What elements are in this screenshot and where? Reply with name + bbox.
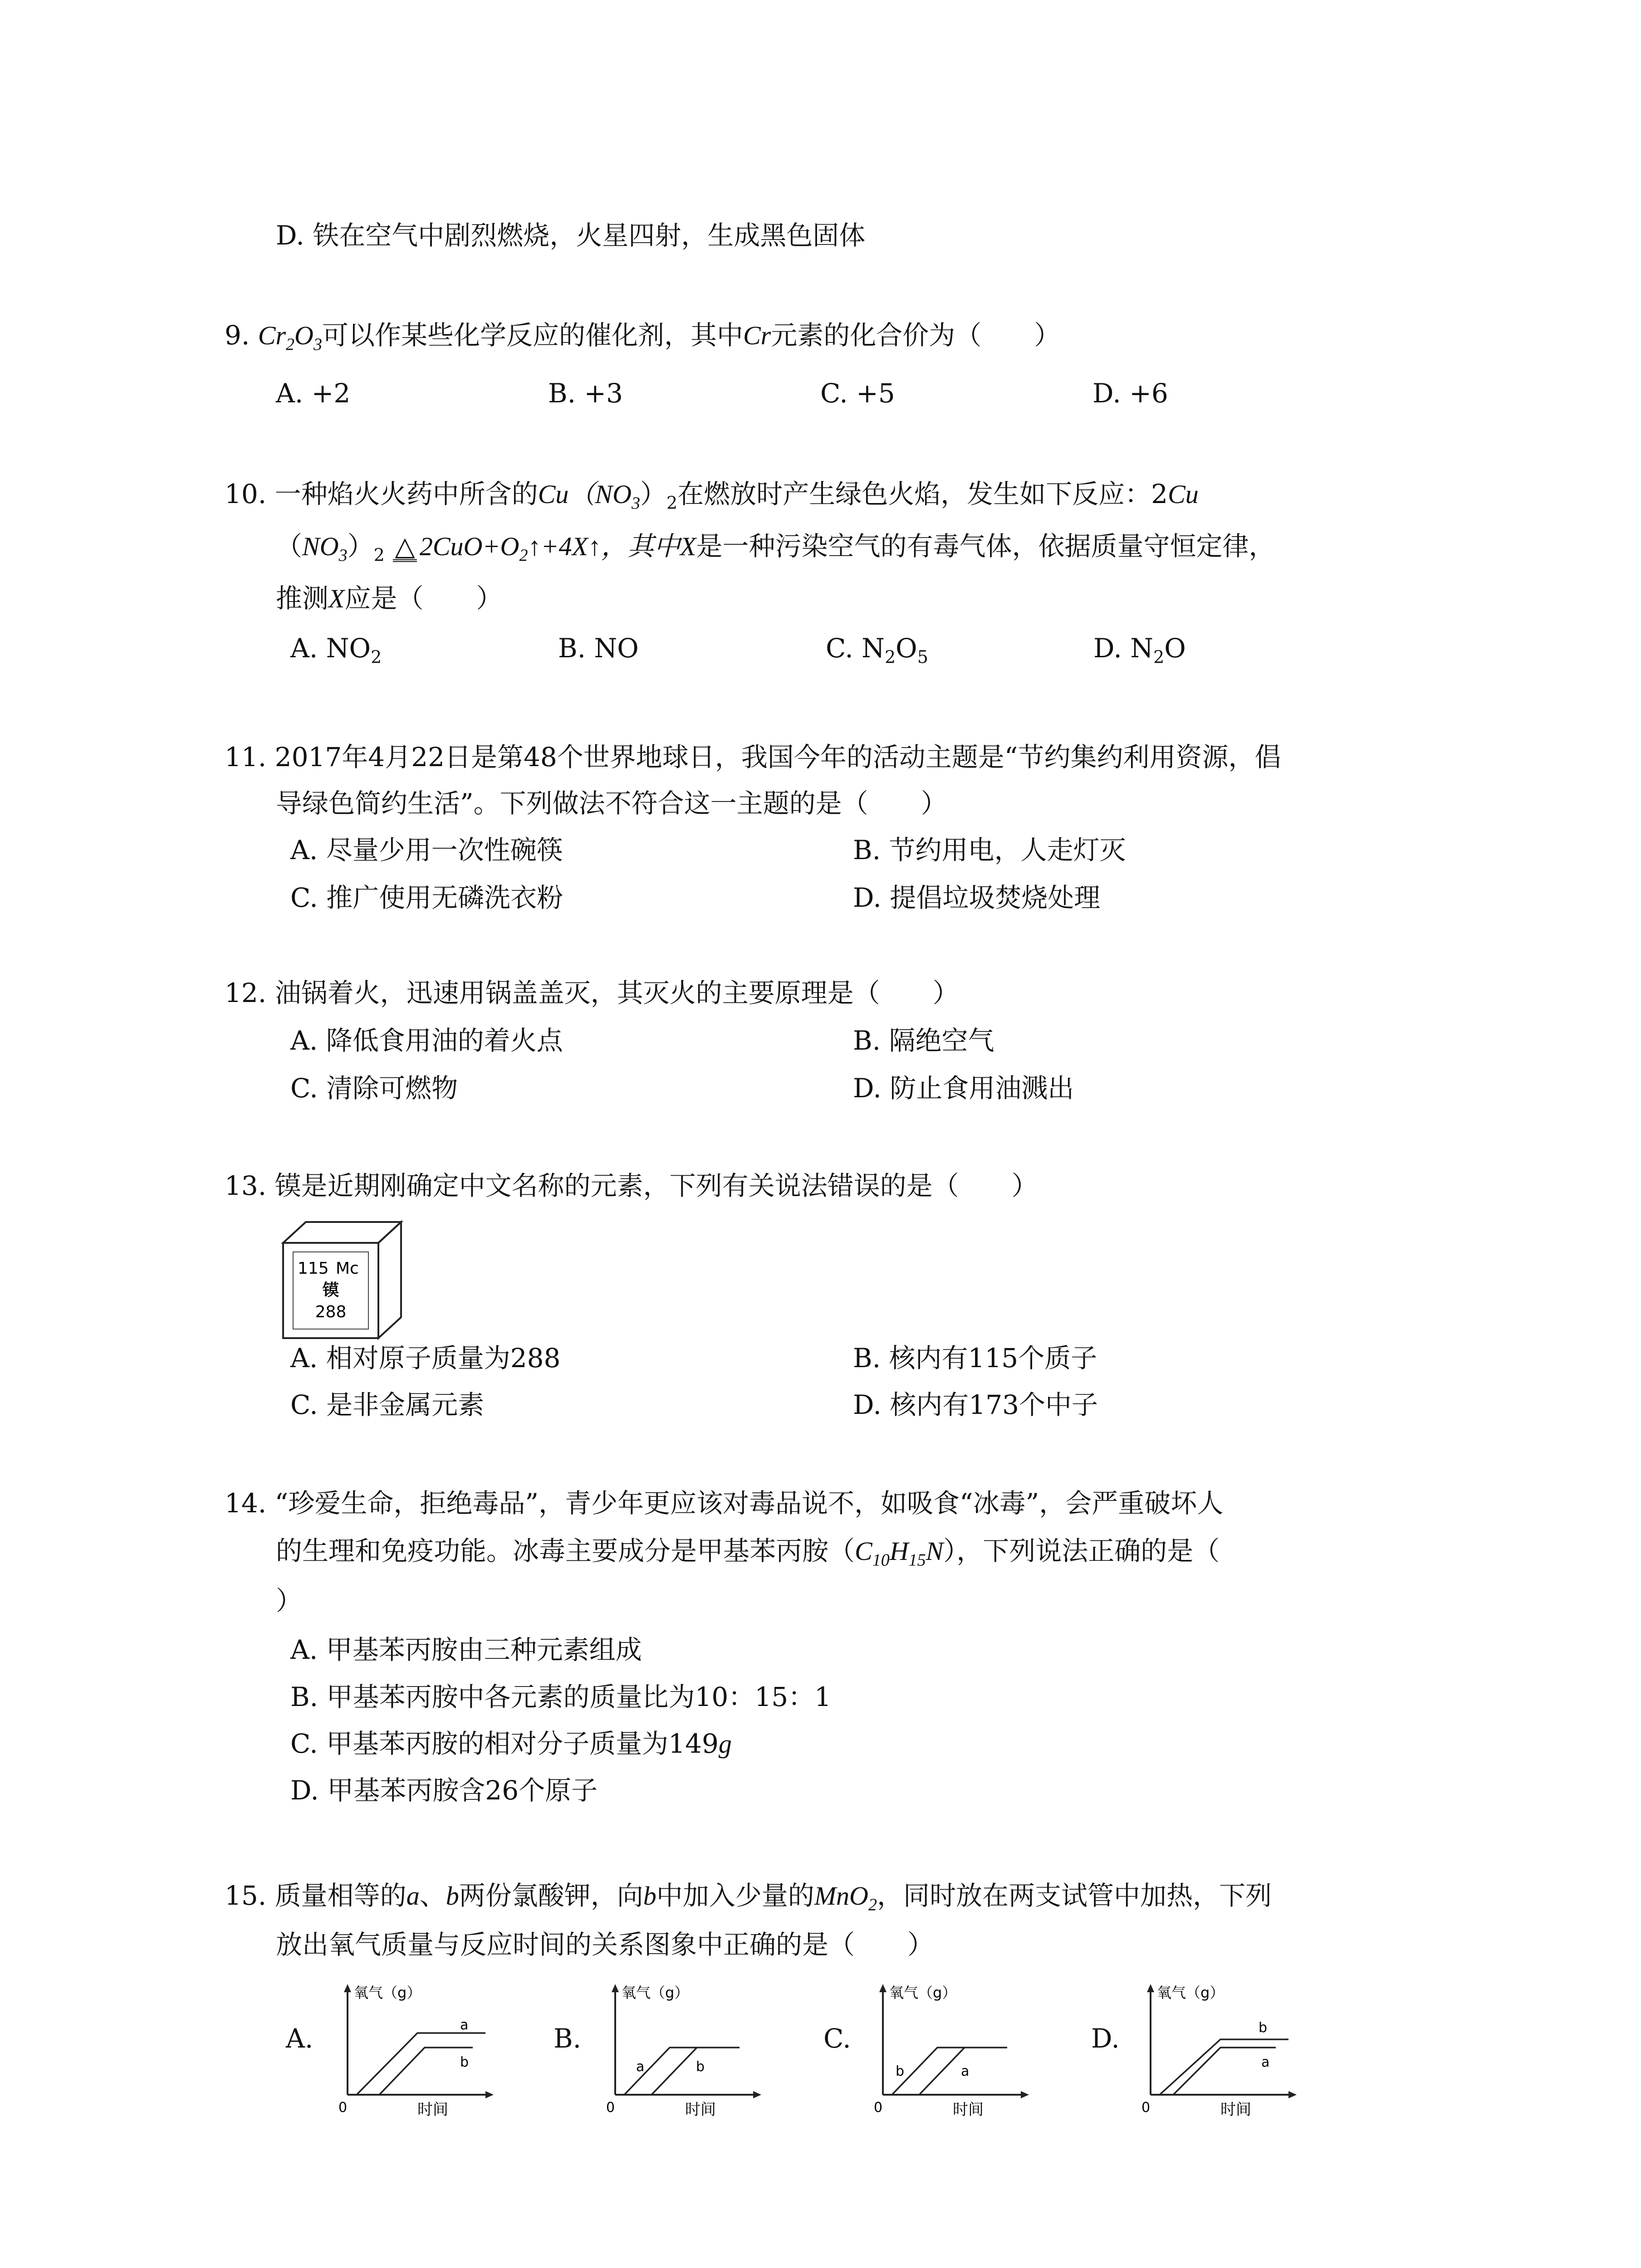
graph-d-origin: 0 xyxy=(1141,2100,1151,2116)
q10-stem-line1: 10. 一种焰火火药中所含的$Cu(NO_3)_2$在燃放时产生绿色火焰，发生如下反应：2Cu xyxy=(225,479,1199,513)
q15-option-d-label: D. xyxy=(1091,2023,1120,2054)
cube-atomic-number: 115 xyxy=(298,1259,329,1278)
graph-b-x-label: 时间 xyxy=(685,2101,716,2118)
element-cube-diagram xyxy=(281,1220,408,1343)
q13-option-b: B. 核内有115个质子 xyxy=(853,1343,1097,1374)
cube-atomic-mass: 288 xyxy=(315,1303,347,1321)
graph-b-line-2 xyxy=(652,2048,697,2095)
q12-option-b: B. 隔绝空气 xyxy=(853,1025,994,1056)
q12-stem: 12. 油锅着火，迅速用锅盖盖灭，其灭火的主要原理是（ ） xyxy=(225,978,959,1008)
graph-c-x-label: 时间 xyxy=(953,2101,984,2118)
graph-b-top-label: a xyxy=(636,2059,645,2075)
q15-stem-line1: 15. 质量相等的a、b两份氯酸钾，向b中加入少量的MnO$_2$，同时放在两支试管中加热，下列 xyxy=(225,1880,1272,1915)
q14-option-a: A. 甲基苯丙胺由三种元素组成 xyxy=(290,1634,642,1665)
graph-d-line-bottom xyxy=(1173,2048,1276,2095)
q15-stem-line2: 放出氧气质量与反应时间的关系图象中正确的是（ ） xyxy=(276,1929,934,1960)
graph-b-y-label: 氧气（g） xyxy=(622,1984,689,2001)
q9-option-b: B. +3 xyxy=(548,378,623,409)
q9-option-a: A. +2 xyxy=(276,378,351,409)
q11-stem-line1: 11. 2017年4月22日是第48个世界地球日，我国今年的活动主题是“节约集约利用资源，倡 xyxy=(225,742,1281,772)
graph-d-top-label: b xyxy=(1259,2020,1268,2036)
graph-a-top-label: a xyxy=(460,2017,469,2033)
q14-option-c: C. 甲基苯丙胺的相对分子质量为149g xyxy=(290,1728,732,1759)
q11-option-a: A. 尽量少用一次性碗筷 xyxy=(290,835,563,865)
q14-stem-line1: 14. “珍爱生命，拒绝毒品”，青少年更应该对毒品说不，如吸食“冰毒”，会严重破坏人 xyxy=(225,1488,1224,1519)
graph-b-origin: 0 xyxy=(606,2100,615,2116)
graph-c-bottom-label: a xyxy=(961,2063,970,2079)
graph-a-origin: 0 xyxy=(338,2100,348,2116)
graph-c-top-label: b xyxy=(896,2063,905,2079)
q15-option-c-label: C. xyxy=(823,2023,851,2054)
q9-stem: 9. $Cr_2O_3$可以作某些化学反应的催化剂，其中Cr元素的化合价为（ ） xyxy=(225,320,1061,354)
graph-d-x-label: 时间 xyxy=(1220,2101,1251,2118)
q14-stem-line3: ） xyxy=(276,1585,303,1616)
cube-symbol: Mc xyxy=(336,1259,359,1278)
q15-option-a-label: A. xyxy=(286,2023,314,2054)
graph-b xyxy=(603,1982,767,2118)
q11-option-c: C. 推广使用无磷洗衣粉 xyxy=(290,882,563,913)
graph-a-bottom-label: b xyxy=(460,2054,469,2070)
heat-condition-symbol: △ xyxy=(393,533,417,562)
q15-option-b-label: B. xyxy=(554,2023,582,2054)
q10-option-b: B. NO xyxy=(558,633,639,664)
graph-a-x-label: 时间 xyxy=(417,2101,448,2118)
q11-stem-line2: 导绿色简约生活”。下列做法不符合这一主题的是（ ） xyxy=(276,788,947,819)
q13-option-d: D. 核内有173个中子 xyxy=(853,1389,1098,1420)
q14-option-b: B. 甲基苯丙胺中各元素的质量比为10：15：1 xyxy=(290,1681,832,1712)
q10-option-d: D. $N_2O$ xyxy=(1093,633,1186,667)
graph-c xyxy=(871,1982,1034,2118)
q10-stem-line3: 推测X应是（ ） xyxy=(276,583,503,614)
q13-stem: 13. 镆是近期刚确定中文名称的元素，下列有关说法错误的是（ ） xyxy=(225,1170,1038,1201)
q13-option-c: C. 是非金属元素 xyxy=(290,1389,485,1420)
q12-option-c: C. 清除可燃物 xyxy=(290,1073,458,1104)
q9-option-c: C. +5 xyxy=(820,378,895,409)
q9-option-d: D. +6 xyxy=(1092,378,1168,409)
q13-option-a: A. 相对原子质量为288 xyxy=(290,1343,561,1374)
graph-d-y-label: 氧气（g） xyxy=(1157,1984,1225,2001)
graph-c-origin: 0 xyxy=(874,2100,883,2116)
graph-a xyxy=(336,1982,499,2118)
graph-b-bottom-label: b xyxy=(696,2059,705,2075)
q8-option-d: D. 铁在空气中剧烈燃烧，火星四射，生成黑色固体 xyxy=(276,220,866,251)
cube-element-name: 镆 xyxy=(322,1281,339,1300)
q12-option-a: A. 降低食用油的着火点 xyxy=(290,1025,563,1056)
q14-option-d: D. 甲基苯丙胺含26个原子 xyxy=(290,1775,598,1806)
graph-d xyxy=(1139,1982,1302,2118)
graph-c-line-2 xyxy=(919,2048,965,2095)
graph-a-line-bottom xyxy=(379,2048,473,2095)
q10-option-c: C. $N_2O_5$ xyxy=(826,633,928,667)
q14-stem-line2: 的生理和免疫功能。冰毒主要成分是甲基苯丙胺$(C_{10}H_{15}N)$，下列说法正确的是（ xyxy=(276,1535,1220,1570)
q11-option-b: B. 节约用电，人走灯灭 xyxy=(853,835,1126,865)
q11-option-d: D. 提倡垃圾焚烧处理 xyxy=(853,882,1101,913)
graph-c-y-label: 氧气（g） xyxy=(889,1984,957,2001)
q10-stem-line2: $(NO_3)_2$ △ $2CuO+O_2↑+4X↑$，其中X是一种污染空气的有毒气体，依据质量守恒定律， xyxy=(276,531,1275,565)
graph-a-y-label: 氧气（g） xyxy=(354,1984,421,2001)
q10-option-a: A. $NO_2$ xyxy=(290,633,382,667)
graph-d-bottom-label: a xyxy=(1261,2054,1270,2070)
graph-c-line-1 xyxy=(892,2048,1007,2095)
q12-option-d: D. 防止食用油溅出 xyxy=(853,1073,1074,1104)
